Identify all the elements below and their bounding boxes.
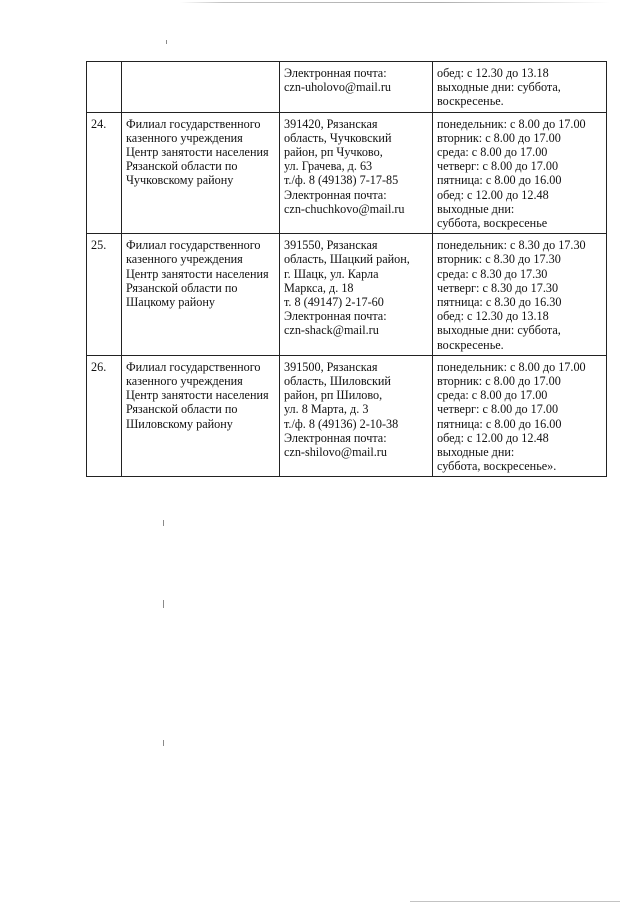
row-number [87,62,122,113]
hours-cell: понедельник: с 8.00 до 17.00 вторник: с 8.00 до 17.00 среда: с 8.00 до 17.00 четверг: с 8.00 до 17.00 пятница: с 8.00 до 16.00 обед: с 12.00 до 12.48 выходные дни: суббота, воскресенье [433,112,607,234]
address-cell: Электронная почта: czn-uholovo@mail.ru [280,62,433,113]
scan-speck [163,600,164,608]
row-number: 26. [87,355,122,477]
scan-edge-bottom [410,901,620,902]
hours-cell: понедельник: с 8.30 до 17.30 вторник: с 8.30 до 17.30 среда: с 8.30 до 17.30 четверг: с 8.30 до 17.30 пятница: с 8.30 до 16.30 обед: с 12.30 до 13.18 выходные дни: суббота, воскресенье. [433,234,607,356]
organization-cell: Филиал государственного казенного учреждения Центр занятости населения Рязанской области по Шиловскому району [122,355,280,477]
table-row [87,62,607,113]
organization-cell: Филиал государственного казенного учреждения Центр занятости населения Рязанской области по Шацкому району [122,234,280,356]
row-number: 24. [87,112,122,234]
organization-cell: Филиал государственного казенного учреждения Центр занятости населения Рязанской области по Чучковскому району [122,112,280,234]
scan-speck [163,740,164,746]
address-cell: 391420, Рязанская область, Чучковский район, рп Чучково, ул. Грачева, д. 63 т./ф. 8 (49138) 7-17-85 Электронная почта: czn-chuchkovo@mail.ru [280,112,433,234]
address-cell: 391500, Рязанская область, Шиловский район, рп Шилово, ул. 8 Марта, д. 3 т./ф. 8 (49136) 2-10-38 Электронная почта: czn-shilovo@mail.ru [280,355,433,477]
employment-centers-table [86,61,607,477]
table-row [87,355,607,477]
organization-cell [122,62,280,113]
table-row [87,112,607,234]
address-cell: 391550, Рязанская область, Шацкий район, г. Шацк, ул. Карла Маркса, д. 18 т. 8 (49147) 2-17-60 Электронная почта: czn-shack@mail.ru [280,234,433,356]
hours-cell: обед: с 12.30 до 13.18 выходные дни: суббота, воскресенье. [433,62,607,113]
hours-cell: понедельник: с 8.00 до 17.00 вторник: с 8.00 до 17.00 среда: с 8.00 до 17.00 четверг: с 8.00 до 17.00 пятница: с 8.00 до 16.00 обед: с 12.00 до 12.48 выходные дни: суббота, воскресенье». [433,355,607,477]
table-row [87,234,607,356]
scan-speck [166,40,167,44]
scan-speck [163,520,164,526]
scan-edge-top [180,2,610,3]
row-number: 25. [87,234,122,356]
